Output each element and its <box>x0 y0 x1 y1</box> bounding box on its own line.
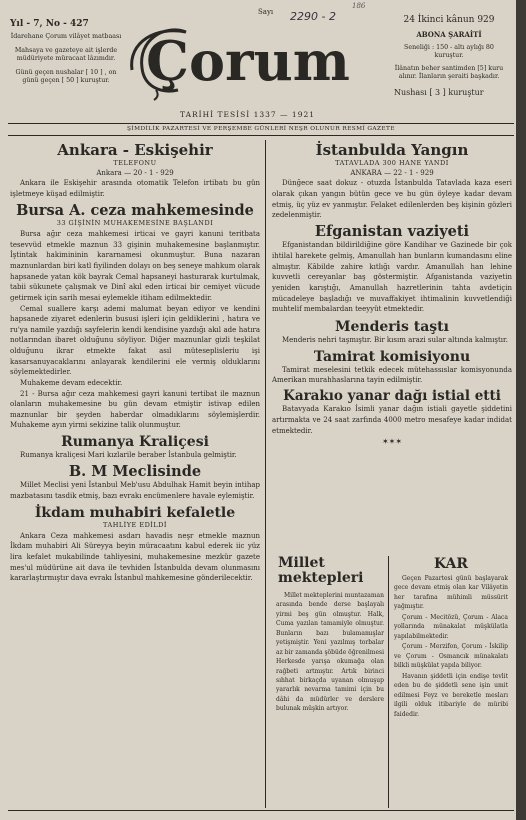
article-bursa-p4: 21 - Bursa ağır ceza mahkemesi gayri kanuni tertibat ile maznun olanların muhakemesine bu gün devam etmiştir istivap edilen maznunlar bir şeyden haberdar olmadıklarını söylemişlerdir. Muhakeme ayın yirmi sekizine talik olunmuştur. <box>10 389 260 430</box>
corner-number: 186 <box>352 2 366 10</box>
headline-karakio: Karakıo yanar dağı istial etti <box>283 387 501 404</box>
subhead-yangin: TATAVLADA 300 HANE YANDI <box>335 159 449 168</box>
article-meclis: Millet Meclisi yeni İstanbul Meb'usu Abdulhak Hamit beyin intihap mazbatasını tasdik etmiş, bazı evrakı encümenlere havale eylemiştir. <box>10 481 260 501</box>
founded-line: TARİHİ TESİSİ 1337 — 1921 <box>180 110 316 119</box>
headline-bursa: Bursa A. ceza mahkemesinde <box>16 201 254 219</box>
right-column <box>272 142 512 447</box>
page-edge <box>516 0 526 820</box>
article-tamirat: Tamirat meselesini tetkik edecek mütehassıslar komisyonunda Amerikan murahhaslarına tayin edilmiştir. <box>272 365 512 385</box>
ad-terms: İlânatın beher santimden [5] kuru alınır. İlanların şeraiti başkadır. <box>394 64 504 81</box>
section-stars: ✶✶✶ <box>381 437 403 447</box>
masthead-logo <box>126 20 394 102</box>
admin-note: İdarehane Çorum vilâyet matbaası <box>10 33 122 41</box>
millet-box <box>272 556 389 808</box>
article-kar-p3: Çorum - Merzifon, Çorum - İskilip ve Çorum - Osmancık münakalatı bilkli müşkülat yapıla biliyor. <box>394 643 508 670</box>
article-millet: Millet mekteplerini muntazaman arasında bende derse başlayalı yirmi beş gün olmuştur. Halk, Cuma yazılan tamamiyle olmuştur. Bunların bazı bulamamışlar yetişmiştir. Yeni yazılmış torbalar az bir zamanda şöbüde öğrenilmesi Herkesde yarışa okumağa olan rağbeti artmıştır. Artık birinci sıhhat birkaçda uyanan olmuşup yararlık nevarma tamimi için bu dâhi da müdürler ve derslere bulunak müşkin artıyor. <box>276 591 384 713</box>
headline-ankara-eskisehir: Ankara - Eskişehir <box>57 141 213 159</box>
copy-price: Nushası [ 3 ] kuruştur <box>394 87 484 97</box>
subscription-header: ABONA ŞARAİTİ <box>416 30 482 40</box>
back-issue-note: Günü geçen nushalar [ 10 ] , on günü geçen [ 50 ] kuruştur. <box>15 68 117 85</box>
subhead-bursa: 33 GİŞİNİN MUHAKEMESİNE BAŞLANDI <box>56 219 214 228</box>
subhead-ikdam: TAHLİYE EDİLDİ <box>103 520 167 529</box>
slogan: ŞİMDİLİK PAZARTESİ VE PERŞEMBE GÜNLERİ NEŞR OLUNUR RESMÎ GAZETE <box>127 126 395 132</box>
handwritten-number: 2290 - 2 <box>290 10 336 23</box>
article-telefon: Ankara ile Eskişehir arasında otomatik Telefon irtibatı bu gün işletmeye küşad edilmiştir. <box>10 179 260 198</box>
masthead-left-box <box>10 18 122 91</box>
article-kar-p1: Geçen Pazartesi günü başlayarak gece devam etmiş olan kar Vilâyetin her tarafına mühimli müssürit yağmıştır. <box>394 575 508 611</box>
masthead-rule-top <box>8 123 514 124</box>
contact-note: Mahsaya ve gazeteye ait işlerde müdüriyete müracaat lâzımdır. <box>14 46 118 63</box>
say-label: Sayı <box>258 8 274 16</box>
article-bursa-p3: Muhakeme devam edecektir. <box>20 378 123 387</box>
article-menderis: Menderis nehri taşmıştır. Bir kısım arazi sular altında kalmıştır. <box>282 335 508 344</box>
article-kar-p4: Havanın şiddetli için endişe tevlit eden bu de şiddetli sene işin umit edilmesi Feyz ve bereketle mesları ilgili olduk itibariyle de müribi faidedir. <box>394 672 508 718</box>
article-bursa-p2: Cemal suallere karşı ademi malumat beyan ediyor ve kendini hapsanede ziyaret edenlerin bususi işleri için geldiklerini , hatıra ve ru'ya namile yazdığı sayfelerin kendi kendisine yazdığı akıl ade hatıra notlarından ibaret olduğunu söyliyor. Diğer maznunlar gizli teşkilat olduğunu ikrar etmekte fakat asıl müteseplisleriu işi kasarsanuyacaklarını anlayarak kendilerini ele vermiş olduklarını söylemektedirler. <box>10 304 260 377</box>
kar-box <box>390 556 512 808</box>
article-ikdam: Ankara Ceza mahkemesi asdarı havadis neşr etmekle maznun İkdam muhabiri Ali Süreyya beyin müracaatını kabul ederek iic yüz lira kefalet mukabilinde tahliyesini, muhakemesine mezkür gazete mes'ul müdürüne ait dava ile tevhiden İstanbulda devam olunmasını kararlaştırmıştır dava evrakı İstanbul mahkemesine gönderilecektir. <box>10 531 260 583</box>
headline-kar: KAR <box>433 556 469 572</box>
headline-millet: Millet mektepleri <box>278 555 364 587</box>
page-bottom-rule <box>8 810 514 811</box>
masthead-right-box <box>394 14 504 102</box>
headline-rumanya: Rumanya Kraliçesi <box>61 434 209 451</box>
article-karakio: Batavyada Karakıo İsimli yanar dağın istiali gayetle şiddetini artırmakta ve 24 saat zarfında 4000 metro mesafeye kadar indidat etmektedir. <box>272 405 512 435</box>
article-efganistan: Efganistandan bildirildiğine göre Kandihar ve Gazinede bir çok ihtilal harekete gelmiş, Amanullah han bunların kumandasını eline almıştır. Kâbilde zahire kıtlığı vardır. Amanullah han lehine kuvvetli cereyanlar baş göstermiştir. Afganistanda vaziyetin yeniden karıştığı, Amanullah hazretlerinin tahta avdetiçin mücadeleye başladığı ve muvaffakiyet ihtimalinin kuvvetlendiği muhtelif membalardan teeyyüt etmektedir. <box>272 241 512 314</box>
masthead-rule-bottom <box>8 135 514 136</box>
article-kar-p2: Çorum - Mecitözü, Çorum - Alaca yollarında münakalat müşkülatla yapılabilmektedir. <box>394 613 508 640</box>
left-column <box>10 142 260 584</box>
headline-yangin: İstanbulda Yangın <box>315 141 469 159</box>
headline-meclis: B. M Meclisinde <box>68 462 202 480</box>
article-rumanya: Rumanya kraliçesi Mari kızlarile beraber İstanbula gelmiştir. <box>20 451 237 460</box>
headline-menderis: Menderis taştı <box>335 318 449 335</box>
issue-date: 24 İkinci kânun 929 <box>403 15 495 25</box>
subhead-telefon: TELEFONU <box>113 159 157 168</box>
dateline-ankara: Ankara — 20 - 1 - 929 <box>96 169 174 178</box>
dateline-yangin: ANKARA — 22 - 1 - 929 <box>350 169 434 178</box>
subscription-terms: Seneliği : 150 - altı aylığı 80 kuruştur. <box>404 43 494 60</box>
issue-number: Yıl - 7, No - 427 <box>10 19 89 29</box>
column-divider <box>265 140 266 808</box>
masthead-title: Çorum <box>146 29 350 93</box>
headline-efganistan: Efganistan vaziyeti <box>314 222 470 240</box>
headline-tamirat: Tamirat komisiyonu <box>313 348 471 365</box>
article-bursa-p1: Bursa ağır ceza mahkemesi irticai ve gayri kanuni teritbata tesevvüd etmekle maznun 33 gişinin muhakemesine başlanmıştır. İştintak hakimininin kararnamesi okunmuştur. Buna nazaran maznunlardan biri katl fiyilinden dolayı on beş seneye mahkum olarak hapsanede yatan kök bayrak Cemal hapsaneyi hasturarak kurtulmak, tabii sükunete çalışmak ve Dinî akıl eden irticai bir cemiyet vücude getirmek için sarih mesai eylemekle itiham edilmektedir. <box>10 230 260 302</box>
article-yangin: Dünğece saat dokuz - otuzda İstanbulda Tatavlada kaza eseri olarak çıkan yangın bütün gece ve bu gün öyleye kadar devam etmiş, üç yüz ev yanmıştır. Felaket edilenlerden beş kişinin gözleri zedelenmiştir. <box>272 179 512 220</box>
headline-ikdam: İkdam muhabiri kefaletle <box>34 504 236 521</box>
